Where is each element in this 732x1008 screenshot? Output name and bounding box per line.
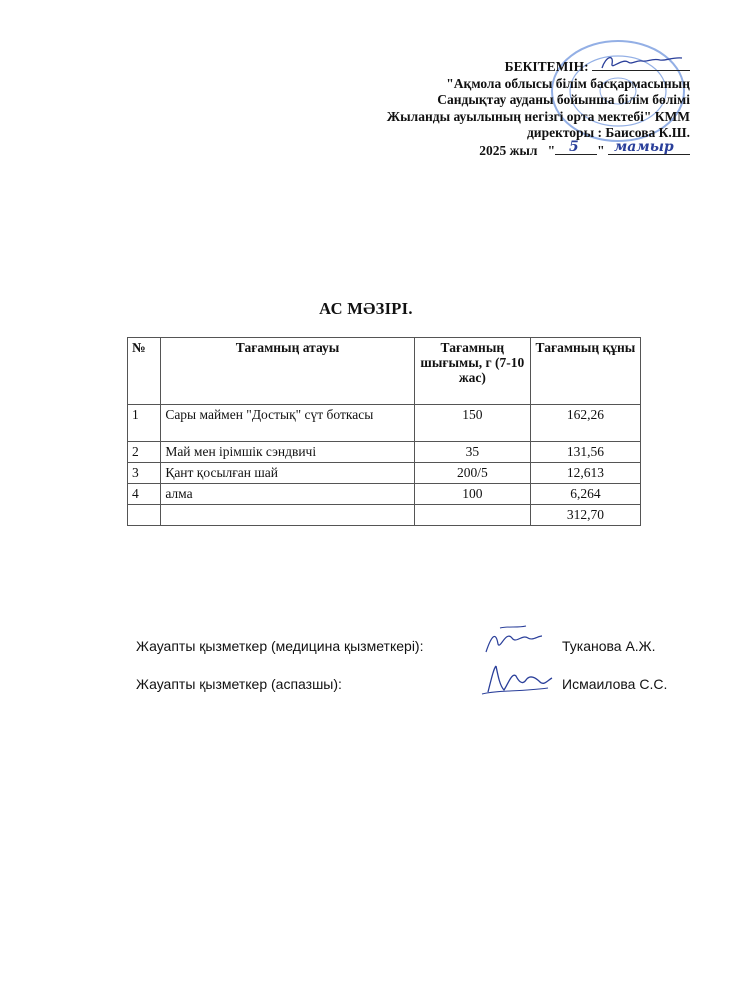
responsible-role-cook: Жауапты қызметкер (аспазшы): [136, 676, 342, 692]
approval-line-1: "Ақмола облысы білім басқармасының [446, 75, 690, 91]
approval-line-4: директоры : Баисова К.Ш. [526, 125, 690, 140]
total-empty-cell [414, 505, 530, 526]
approval-heading: БЕКІТЕМІН: [504, 59, 589, 74]
header-yield: Тағамның шығымы, г (7-10 жас) [414, 338, 530, 405]
row-dish-name: Май мен ірімшік сэндвичі [161, 442, 414, 463]
menu-table [127, 337, 641, 526]
row-yield: 100 [414, 484, 530, 505]
table-row [128, 484, 641, 505]
row-number: 4 [128, 484, 161, 505]
total-empty-cell [128, 505, 161, 526]
month-field [608, 138, 690, 155]
row-price: 12,613 [530, 463, 640, 484]
total-empty-cell [161, 505, 414, 526]
page-title: АС МӘЗІРІ. [319, 299, 413, 318]
row-dish-name: алма [161, 484, 414, 505]
approval-line-3: Жыланды ауылының негізгі орта мектебі" КММ [386, 108, 690, 124]
header-number: № [128, 338, 161, 405]
row-dish-name: Сары маймен "Достық" сүт боткасы [161, 405, 414, 442]
approval-year: 2025 жыл [479, 142, 538, 158]
responsible-name-cook: Исмаилова С.С. [562, 676, 668, 692]
director-signature [592, 52, 690, 74]
row-yield: 150 [414, 405, 530, 442]
medical-staff-signature [478, 624, 548, 660]
handwritten-day-text: 5 [569, 138, 579, 155]
row-dish-name: Қант қосылған шай [161, 463, 414, 484]
day-field [555, 138, 597, 155]
row-yield: 35 [414, 442, 530, 463]
header-dish-name: Тағамның атауы [161, 338, 414, 405]
table-row [128, 405, 641, 442]
director-signature-line [592, 58, 690, 71]
table-header-row [128, 338, 641, 405]
row-yield: 200/5 [414, 463, 530, 484]
quote-close: " [597, 142, 605, 158]
responsible-role-medical: Жауапты қызметкер (медицина қызметкері): [136, 638, 424, 654]
table-total-row [128, 505, 641, 526]
row-price: 131,56 [530, 442, 640, 463]
row-number: 1 [128, 405, 161, 442]
handwritten-month [608, 136, 690, 158]
responsible-name-medical: Туканова А.Ж. [562, 638, 656, 654]
table-row [128, 463, 641, 484]
handwritten-day [555, 136, 597, 158]
approval-block [387, 58, 690, 159]
cook-signature [478, 660, 558, 698]
total-price: 312,70 [530, 505, 640, 526]
approval-line-2: Сандықтау ауданы бойынша білім бөлімі [437, 92, 690, 107]
row-price: 6,264 [530, 484, 640, 505]
row-number: 3 [128, 463, 161, 484]
approval-heading-line [387, 58, 690, 76]
approval-date-line [387, 138, 690, 160]
table-row [128, 442, 641, 463]
row-price: 162,26 [530, 405, 640, 442]
row-number: 2 [128, 442, 161, 463]
header-price: Тағамның құны [530, 338, 640, 405]
quote-open: " [547, 142, 556, 158]
handwritten-month-text: мамыр [614, 138, 674, 155]
